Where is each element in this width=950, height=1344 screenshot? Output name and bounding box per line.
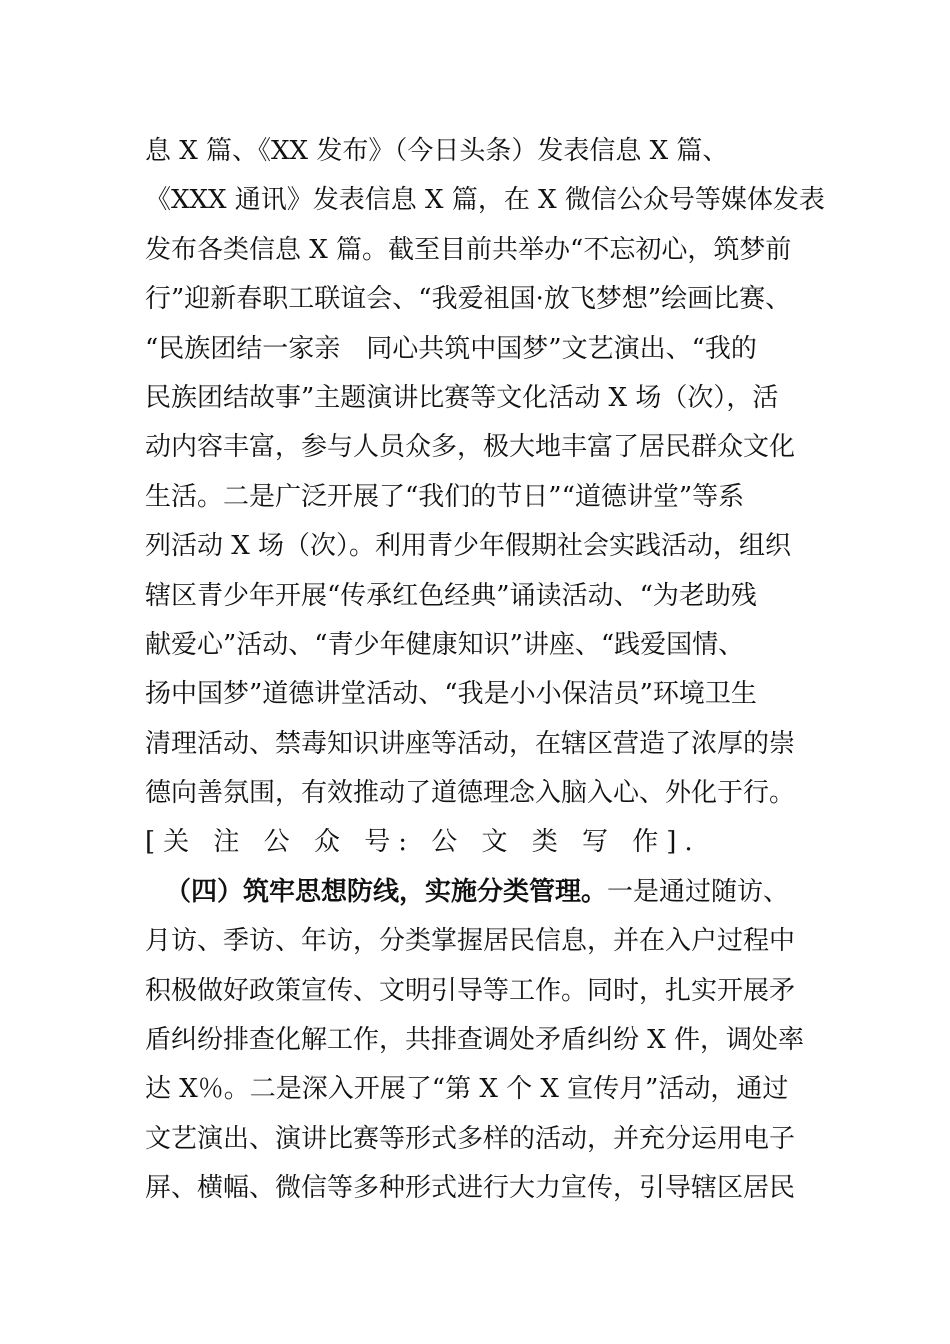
text-line: 屏、横幅、微信等多种形式进行大力宣传，引导辖区居民	[145, 1173, 796, 1204]
text-line: 献爱心”活动、“青少年健康知识”讲座、“践爱国情、	[145, 629, 745, 660]
text-line: 《XXX 通讯》发表信息 X 篇，在 X 微信公众号等媒体发表	[145, 185, 825, 216]
section-first-line-text: 一是通过随访、	[607, 876, 790, 907]
text-line: 动内容丰富，参与人员众多，极大地丰富了居民群众文化	[145, 432, 796, 463]
text-line: 月访、季访、年访，分类掌握居民信息，并在入户过程中	[145, 926, 796, 957]
text-line: 清理活动、禁毒知识讲座等活动，在辖区营造了浓厚的崇	[145, 728, 796, 759]
text-line: 列活动 X 场（次）。利用青少年假期社会实践活动，组织	[145, 531, 792, 562]
text-line: 发布各类信息 X 篇。截至目前共举办“不忘初心，筑梦前	[145, 234, 792, 265]
text-line: 盾纠纷排查化解工作，共排查调处矛盾纠纷 X 件，调处率	[145, 1025, 805, 1056]
text-line: 文艺演出、演讲比赛等形式多样的活动，并充分运用电子	[145, 1123, 796, 1154]
text-line: “民族团结一家亲 同心共筑中国梦”文艺演出、“我的	[145, 333, 757, 364]
text-line: 生活。二是广泛开展了“我们的节日”“道德讲堂”等系	[145, 481, 745, 512]
watermark-line: [关 注 公 众 号: 公 文 类 写 作].	[145, 827, 701, 858]
section-heading-line	[145, 868, 825, 917]
document-body	[145, 127, 825, 1214]
text-line: 行”迎新春职工联谊会、“我爱祖国·放飞梦想”绘画比赛、	[145, 284, 792, 315]
text-line: 辖区青少年开展“传承红色经典”诵读活动、“为老助残	[145, 580, 757, 611]
section-heading: （四）筑牢思想防线，实施分类管理。	[165, 876, 608, 907]
text-line: 达 X％。二是深入开展了“第 X 个 X 宣传月”活动，通过	[145, 1074, 789, 1105]
text-line: 德向善氛围，有效推动了道德理念入脑入心、外化于行。	[145, 778, 796, 809]
text-line: 息 X 篇、《XX 发布》（今日头条）发表信息 X 篇、	[145, 136, 729, 166]
text-line: 扬中国梦”道德讲堂活动、“我是小小保洁员”环境卫生	[145, 679, 757, 710]
text-line: 民族团结故事”主题演讲比赛等文化活动 X 场（次），活	[145, 382, 779, 413]
text-line: 积极做好政策宣传、文明引导等工作。同时，扎实开展矛	[145, 975, 796, 1006]
